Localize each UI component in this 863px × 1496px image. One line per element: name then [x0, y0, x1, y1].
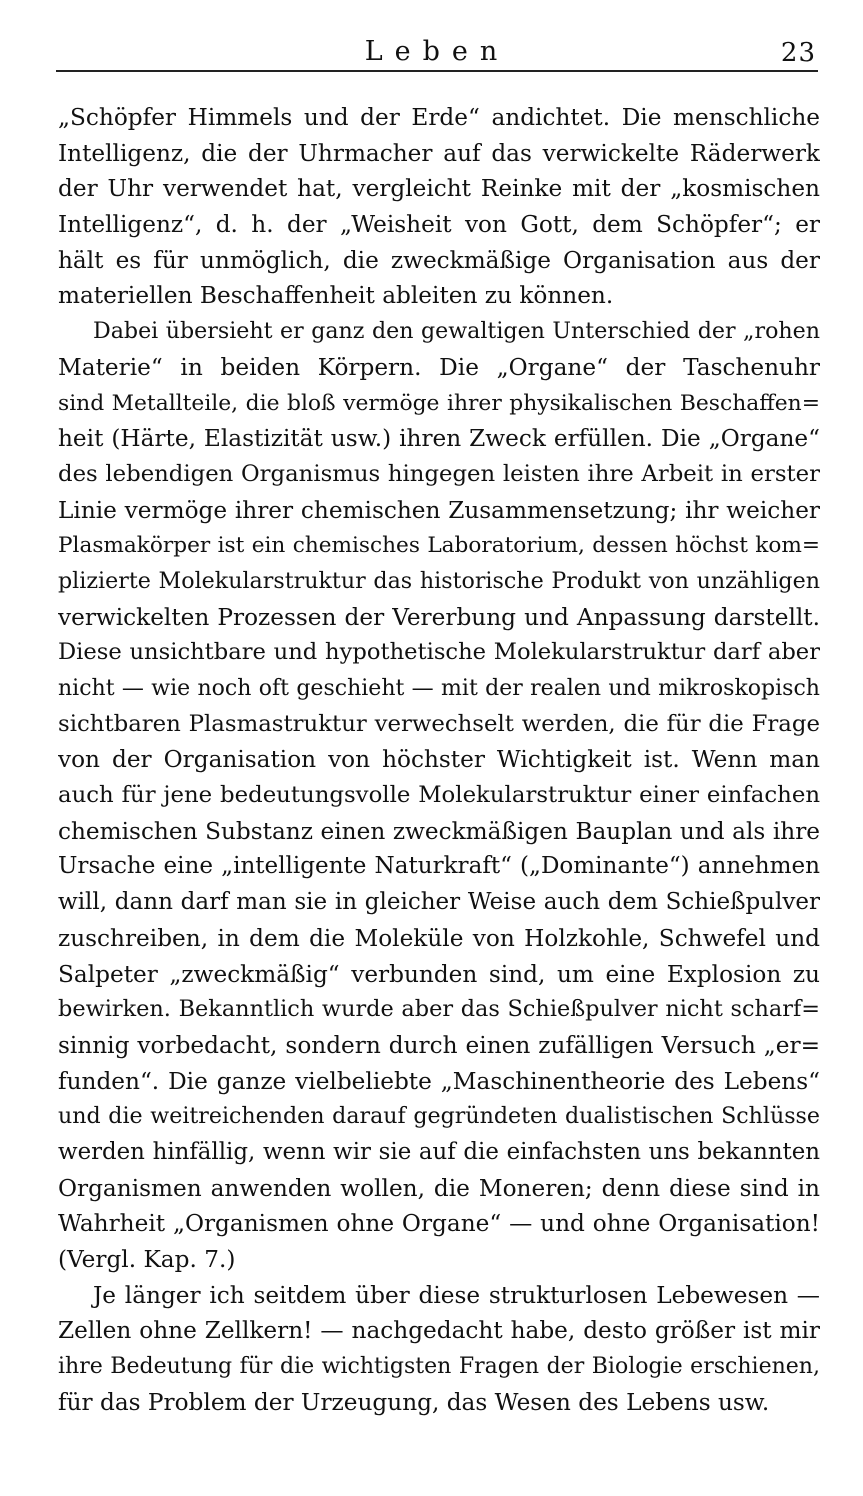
- text-line: materiellen Beschaffenheit ableiten zu können.: [58, 282, 614, 310]
- text-line: sinnig vorbedacht, sondern durch einen zufälligen Versuch „er=: [58, 1031, 820, 1059]
- page-header: [56, 28, 818, 72]
- text-line: plizierte Molekularstruktur das historische Produkt von unzähligen: [58, 567, 820, 594]
- text-line: Diese unsichtbare und hypothetische Molekularstruktur darf aber: [58, 639, 820, 666]
- text-line: Wahrheit „Organismen ohne Organe“ — und ohne Organisation!: [58, 1210, 820, 1238]
- body-text: [58, 100, 820, 1420]
- text-line: sind Metallteile, die bloß vermöge ihrer physikalischen Beschaffen=: [58, 390, 820, 416]
- text-line: Salpeter „zweckmäßig“ verbunden sind, um eine Explosion zu: [58, 960, 820, 988]
- text-line: Ursache eine „intelligente Naturkraft“ („Dominante“) annehmen: [58, 853, 820, 880]
- text-line: Materie“ in beiden Körpern. Die „Organe“ der Taschenuhr: [58, 353, 820, 381]
- text-line: hält es für unmöglich, die zweckmäßige Organisation aus der: [58, 246, 820, 274]
- text-line: Linie vermöge ihrer chemischen Zusammensetzung; ihr weicher: [58, 496, 820, 524]
- page-number: 23: [780, 38, 816, 68]
- text-line: Je länger ich seitdem über diese strukturlosen Lebewesen —: [93, 1281, 820, 1309]
- running-head: Leben: [364, 36, 510, 67]
- text-line: heit (Härte, Elastizität usw.) ihren Zweck erfüllen. Die „Organe“: [58, 425, 820, 453]
- text-line: Organismen anwenden wollen, die Moneren; denn diese sind in: [58, 1174, 820, 1202]
- text-line: von der Organisation von höchster Wichtigkeit ist. Wenn man: [58, 746, 820, 774]
- text-line: des lebendigen Organismus hingegen leisten ihre Arbeit in erster: [58, 460, 820, 487]
- text-line: funden“. Die ganze vielbeliebte „Maschinentheorie des Lebens“: [58, 1067, 820, 1095]
- text-line: auch für jene bedeutungsvolle Molekularstruktur einer einfachen: [58, 782, 820, 809]
- text-line: verwickelten Prozessen der Vererbung und Anpassung darstellt.: [58, 603, 820, 631]
- text-line: ihre Bedeutung für die wichtigsten Fragen der Biologie erschienen,: [58, 1354, 820, 1380]
- text-line: für das Problem der Urzeugung, das Wesen des Lebens usw.: [58, 1388, 770, 1416]
- text-line: zuschreiben, in dem die Moleküle von Holzkohle, Schwefel und: [58, 924, 820, 952]
- text-line: Dabei übersieht er ganz den gewaltigen Unterschied der „rohen: [93, 318, 820, 345]
- header-rule: [56, 70, 818, 72]
- text-line: der Uhr verwendet hat, vergleicht Reinke mit der „kosmischen: [58, 175, 820, 203]
- text-line: bewirken. Bekanntlich wurde aber das Schießpulver nicht scharf=: [58, 996, 820, 1023]
- text-line: sichtbaren Plasmastruktur verwechselt werden, die für die Frage: [58, 710, 820, 737]
- text-line: und die weitreichenden darauf gegründeten dualistischen Schlüsse: [58, 1103, 820, 1130]
- text-line: Plasmakörper ist ein chemisches Laboratorium, dessen höchst kom=: [58, 533, 820, 559]
- text-line: „Schöpfer Himmels und der Erde“ andichtet. Die menschliche: [58, 104, 820, 131]
- text-line: Intelligenz“, d. h. der „Weisheit von Gott, dem Schöpfer“; er: [58, 211, 820, 239]
- text-line: (Vergl. Kap. 7.): [58, 1246, 236, 1273]
- text-line: nicht — wie noch oft geschieht — mit der realen und mikroskopisch: [58, 676, 820, 701]
- text-line: werden hinfällig, wenn wir sie auf die einfachsten uns bekannten: [58, 1138, 820, 1165]
- text-line: Intelligenz, die der Uhrmacher auf das verwickelte Räderwerk: [58, 139, 820, 167]
- text-line: chemischen Substanz einen zweckmäßigen Bauplan und als ihre: [58, 817, 820, 845]
- text-line: will, dann darf man sie in gleicher Weise auch dem Schießpulver: [58, 889, 820, 916]
- text-line: Zellen ohne Zellkern! — nachgedacht habe, desto größer ist mir: [58, 1317, 820, 1345]
